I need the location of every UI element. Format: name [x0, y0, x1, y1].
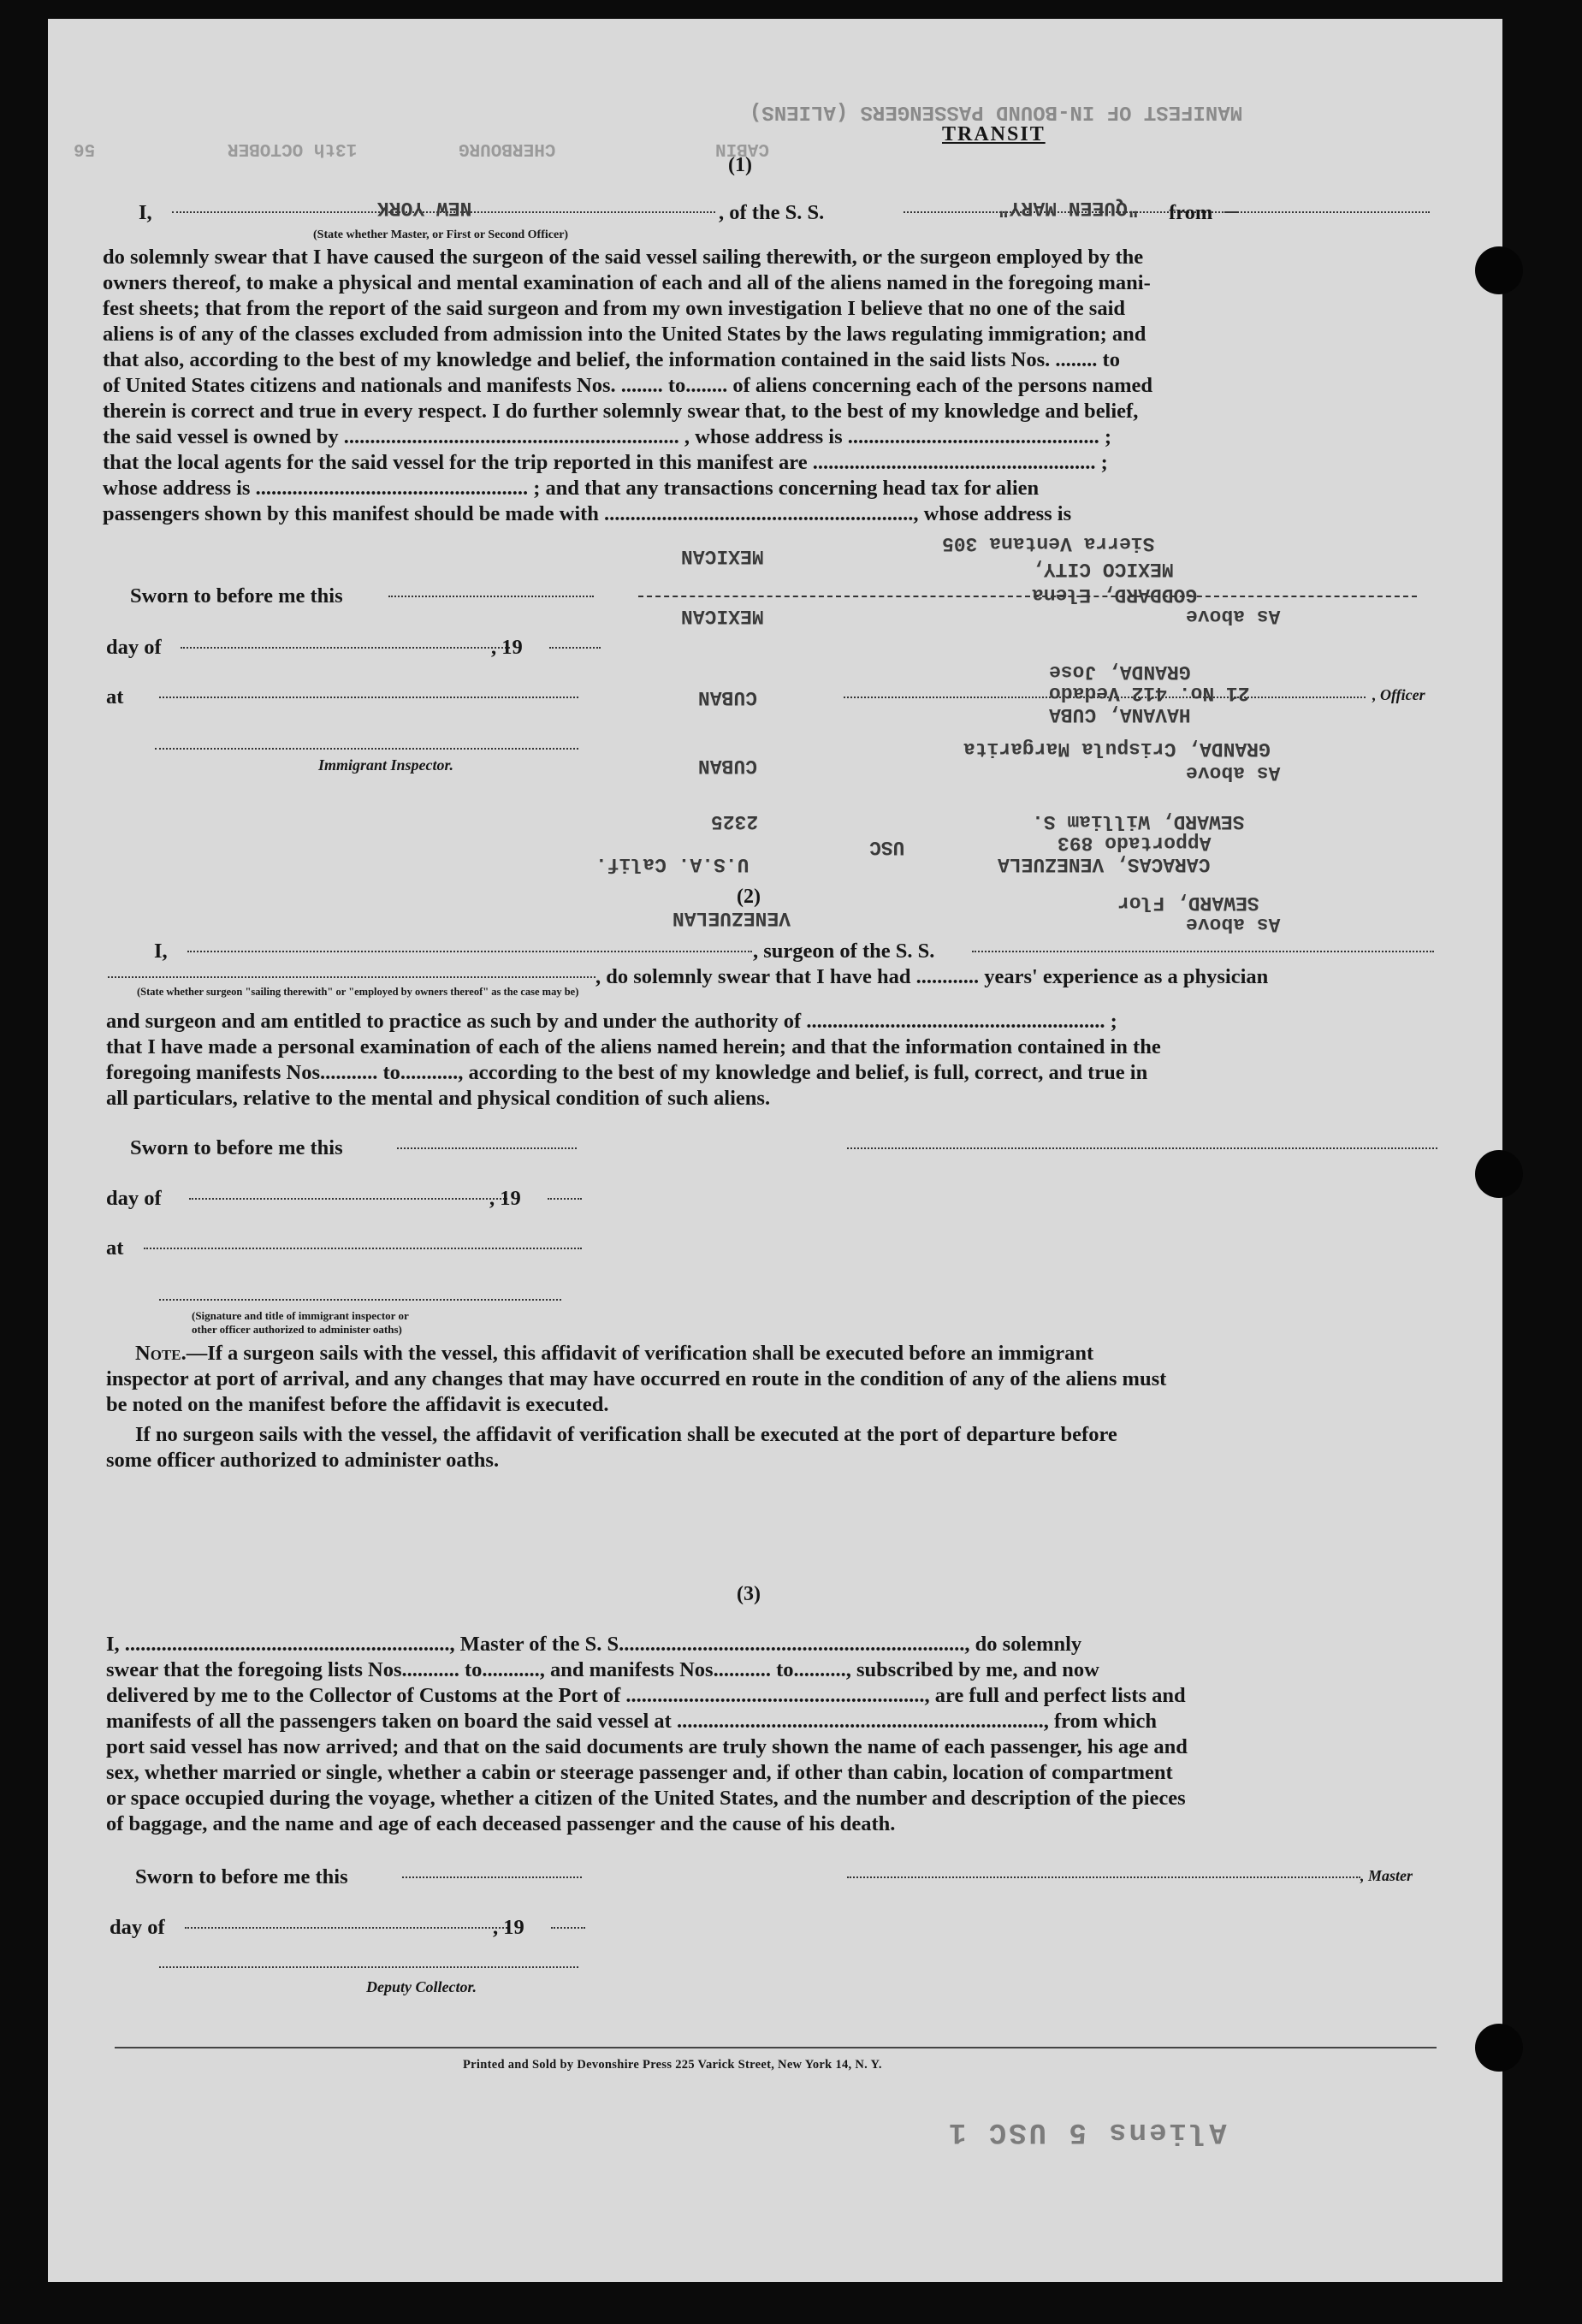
s1-at-field	[159, 697, 578, 698]
typed-passenger-line: As above	[1186, 762, 1281, 784]
s1-body-1: owners thereof, to make a physical and mental examination of each and all of the aliens named in the foregoing mani-	[103, 271, 1151, 294]
typed-passenger-line: USC	[869, 836, 905, 858]
note-text-0: —If a surgeon sails with the vessel, this affidavit of verification shall be executed before an immigrant	[186, 1342, 1094, 1365]
typed-passenger-line: SEWARD, Flor	[1117, 892, 1259, 914]
typed-passenger-line: SEWARD, William S.	[1032, 810, 1245, 833]
s1-body-0: do solemnly swear that I have caused the surgeon of the said vessel sailing therewith, or the surgeon employed by the	[103, 246, 1144, 269]
s3-body-4: port said vessel has now arrived; and that on the said documents are truly shown the name of each passenger, his age and	[106, 1735, 1188, 1758]
typed-passenger-line: MEXICAN	[681, 605, 764, 627]
s3-body-3: manifests of all the passengers taken on board the said vessel at ......................................................................, from which	[106, 1710, 1157, 1733]
s1-body-10: passengers shown by this manifest should be made with ..........................................................., whose address is	[103, 502, 1072, 525]
s2-day-of-label: day of	[106, 1187, 162, 1210]
typed-passenger-line: Sierra Ventana 305	[942, 532, 1155, 554]
note-line-0	[135, 1341, 1093, 1367]
s1-typed-port: NEW YORK	[377, 197, 472, 219]
s3-body-6: or space occupied during the voyage, whether a citizen of the United States, and the number and description of the pieces	[106, 1787, 1186, 1810]
s1-officer-label: , Officer	[1372, 686, 1425, 703]
typed-passenger-line: CUBAN	[698, 686, 758, 708]
typed-passenger-line: VENEZUELAN	[672, 907, 791, 929]
note-line-3: If no surgeon sails with the vessel, the affidavit of verification shall be executed at the port of departure before	[135, 1423, 1117, 1446]
s1-body-8: that the local agents for the said vessel for the trip reported in this manifest are ...................................................... ;	[103, 451, 1108, 474]
s2-at-field	[144, 1248, 582, 1249]
s3-day-field	[185, 1927, 510, 1929]
s1-line1-note: (State whether Master, or First or Second Officer)	[313, 228, 569, 241]
s1-body-2: fest sheets; that from the report of the said surgeon and from my own investigation I believe that no one of the said	[103, 297, 1125, 320]
s2-day-field	[189, 1198, 507, 1200]
document-page	[48, 19, 1502, 2282]
s1-inspector-signature-line	[155, 748, 578, 750]
typed-passenger-line: MEXICAN	[681, 545, 764, 567]
s2-year-label: , 19	[489, 1187, 521, 1210]
s2-line1-mid: , surgeon of the S. S.	[753, 940, 935, 963]
note-line-2: be noted on the manifest before the affidavit is executed.	[106, 1393, 609, 1416]
s3-year-label: , 19	[493, 1916, 524, 1939]
s3-deputy-signature-line	[159, 1966, 578, 1968]
mirrored-header-title: MANIFEST OF IN-BOUND PASSENGERS (ALIENS)	[750, 100, 1243, 123]
s2-body-1: that I have made a personal examination of each of the aliens named herein; and that the information contained in the	[106, 1035, 1161, 1058]
mirrored-stamp: Aliens 5 USC 1	[946, 2115, 1227, 2148]
s1-line1-prefix: I,	[139, 201, 152, 224]
s1-officer-field-2	[844, 697, 1366, 698]
printer-imprint: Printed and Sold by Devonshire Press 225 Varick Street, New York 14, N. Y.	[463, 2058, 882, 2072]
s1-typed-ship: "QUEEN MARY"	[998, 197, 1140, 219]
s3-body-5: sex, whether married or single, whether a cabin or steerage passenger and, if other than cabin, location of compartment	[106, 1761, 1173, 1784]
s1-body-9: whose address is .................................................... ; and that any transactions concerning head tax for alien	[103, 477, 1040, 500]
mirrored-header-port: CHERBOURG	[459, 139, 556, 158]
s3-day-of-label: day of	[110, 1916, 165, 1939]
s2-body-0: and surgeon and am entitled to practice as such by and under the authority of ......................................................... ;	[106, 1010, 1117, 1033]
s2-line1-prefix: I,	[154, 940, 168, 963]
typed-passenger-line: GODDARD, Elena	[1032, 584, 1198, 606]
s2-ship-field	[972, 951, 1434, 952]
typed-passenger-line: GRANDA, Jose	[1049, 661, 1191, 683]
s3-body-7: of baggage, and the name and age of each deceased passenger and the cause of his death.	[106, 1812, 896, 1835]
typed-passenger-line: CARACAS, VENEZUELA	[998, 853, 1211, 875]
footer-rule	[115, 2047, 1437, 2048]
s2-surgeon-signature-line	[847, 1147, 1437, 1149]
s1-at-label: at	[106, 685, 124, 708]
s1-year-label: , 19	[491, 636, 523, 659]
s3-deputy-collector-label: Deputy Collector.	[366, 1978, 477, 1995]
s3-master-label: , Master	[1360, 1867, 1413, 1884]
s2-signature-note-2: other officer authorized to administer oaths)	[192, 1323, 402, 1336]
note-label: Note.	[135, 1342, 187, 1365]
s2-line2-note: (State whether surgeon "sailing therewith" or "employed by owners thereof" as the case may be)	[137, 986, 579, 998]
s2-sworn-label: Sworn to before me this	[130, 1136, 343, 1159]
s2-signature-note-1: (Signature and title of immigrant inspector or	[192, 1309, 409, 1322]
s1-from-field	[1224, 211, 1430, 213]
typed-passenger-line: Apportado 893	[1058, 832, 1212, 854]
s2-at-label: at	[106, 1236, 124, 1260]
s2-year-field	[548, 1198, 582, 1200]
s1-body-4: that also, according to the best of my knowledge and belief, the information contained in the said lists Nos. ........ to	[103, 348, 1120, 371]
typed-passenger-line: 21 No. 412 Vedado	[1049, 682, 1250, 704]
mirrored-header-date: 13th OCTOBER	[228, 139, 358, 158]
typed-passenger-line: 2325	[711, 810, 759, 833]
s1-sworn-label: Sworn to before me this	[130, 584, 343, 608]
s3-body-2: delivered by me to the Collector of Customs at the Port of ........................................................., are full and perfect lists and	[106, 1684, 1186, 1707]
typed-passenger-line: As above	[1186, 913, 1281, 935]
s2-body-2: foregoing manifests Nos........... to..........., according to the best of my knowledge and belief, is full, correct, and true in	[106, 1061, 1148, 1084]
typed-passenger-line: MEXICO CITY,	[1032, 558, 1174, 580]
note-line-4: some officer authorized to administer oaths.	[106, 1449, 500, 1472]
typed-passenger-line: As above	[1186, 605, 1281, 627]
s1-sworn-field	[388, 596, 594, 597]
note-line-1: inspector at port of arrival, and any changes that may have occurred en route in the condition of any of the aliens must	[106, 1367, 1167, 1390]
s2-inspector-signature-line	[159, 1299, 561, 1301]
transit-label: TRANSIT	[942, 123, 1046, 145]
s3-body-1: swear that the foregoing lists Nos........... to..........., and manifests Nos........... to.........., subscribed by me, and now	[106, 1658, 1099, 1681]
section2-number: (2)	[737, 886, 761, 908]
s1-day-field	[181, 647, 510, 649]
s1-officer-signature-line	[638, 596, 1417, 597]
s3-master-signature-line	[847, 1876, 1360, 1878]
s1-body-6: therein is correct and true in every respect. I do further solemnly swear that, to the best of my knowledge and belief,	[103, 400, 1139, 423]
s2-line2: , do solemnly swear that I have had ............ years' experience as a physician	[595, 965, 1269, 988]
s1-day-of-label: day of	[106, 636, 162, 659]
typed-passenger-line: U.S.A. Calif.	[595, 853, 750, 875]
s2-surgeon-name-field	[187, 951, 752, 952]
s3-sworn-field	[402, 1876, 582, 1878]
section1-number: (1)	[728, 154, 752, 176]
s3-year-field	[551, 1927, 585, 1929]
s1-immigrant-inspector-label: Immigrant Inspector.	[318, 756, 454, 774]
s1-body-3: aliens is of any of the classes excluded from admission into the United States by the laws regulating immigration; and	[103, 323, 1147, 346]
punch-hole	[1475, 1150, 1523, 1198]
s2-sworn-field	[397, 1147, 577, 1149]
s2-body-3: all particulars, relative to the mental and physical condition of such aliens.	[106, 1087, 771, 1110]
mirrored-header-year: 56	[74, 139, 96, 158]
s1-body-5: of United States citizens and nationals and manifests Nos. ........ to........ of aliens concerning each of the persons named	[103, 374, 1153, 397]
s1-line1-mid: , of the S. S.	[719, 201, 825, 224]
section3-number: (3)	[737, 1583, 761, 1605]
s1-body-7: the said vessel is owned by ................................................................ , whose address is ................................................ ;	[103, 425, 1112, 448]
mirrored-header-class: CABIN	[715, 139, 770, 158]
s3-sworn-label: Sworn to before me this	[135, 1865, 348, 1888]
s2-role-field	[108, 976, 595, 978]
s3-body-0: I, .............................................................., Master of the S. S.................................................................., do solemnly	[106, 1633, 1082, 1656]
punch-hole	[1475, 246, 1523, 294]
typed-passenger-line: CUBAN	[698, 755, 758, 777]
s1-from-label: from	[1169, 201, 1213, 224]
typed-passenger-line: GRANDA, Crispula Margarita	[963, 738, 1271, 760]
s1-year-field	[549, 647, 601, 649]
punch-hole	[1475, 2024, 1523, 2072]
typed-passenger-line: HAVANA, CUBA	[1049, 703, 1191, 726]
